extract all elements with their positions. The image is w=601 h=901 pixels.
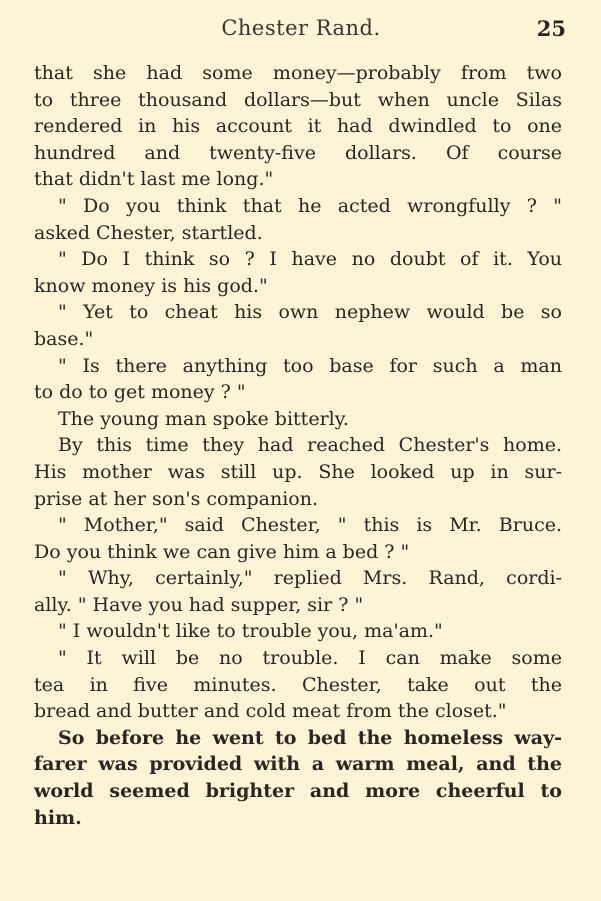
text-line: world seemed brighter and more cheerful to (34, 780, 562, 803)
text-line: him. (34, 806, 82, 829)
text-line: tea in five minutes. Chester, take out the (34, 673, 562, 696)
text-line: " Do I think so ? I have no doubt of it. You (58, 248, 562, 271)
text-line: that didn't last me long." (34, 168, 274, 191)
text-line: prise at her son's companion. (34, 487, 319, 510)
text-line: bread and butter and cold meat from the closet." (34, 700, 507, 723)
text-line: know money is his god." (34, 274, 268, 297)
text-line: His mother was still up. She looked up in sur- (34, 460, 562, 483)
text-line: farer was provided with a warm meal, and the (34, 753, 562, 776)
text-line: So before he went to bed the homeless way- (58, 726, 562, 749)
text-line: ally. " Have you had supper, sir ? " (34, 593, 364, 616)
text-line: hundred and twenty-five dollars. Of course (34, 141, 562, 164)
text-line: " Is there anything too base for such a man (58, 354, 562, 377)
running-title: Chester Rand. (221, 16, 381, 40)
text-line: " Do you think that he acted wrongfully ? " (58, 194, 562, 217)
text-line: that she had some money—probably from two (34, 62, 562, 84)
text-line: " Mother," said Chester, " this is Mr. Bruce. (58, 514, 562, 537)
text-line: rendered in his account it had dwindled to one (34, 115, 562, 138)
body-text (34, 60, 562, 831)
text-line: " I wouldn't like to trouble you, ma'am." (58, 620, 443, 643)
page-number: 25 (536, 16, 566, 41)
text-line: The young man spoke bitterly. (58, 407, 349, 430)
text-line: " It will be no trouble. I can make some (58, 647, 562, 670)
text-line: " Yet to cheat his own nephew would be so (58, 301, 562, 324)
text-line: By this time they had reached Chester's home. (58, 434, 562, 457)
text-line: to do to get money ? " (34, 381, 246, 404)
page-header (34, 14, 568, 48)
text-line: asked Chester, startled. (34, 221, 263, 244)
text-line: Do you think we can give him a bed ? " (34, 540, 410, 563)
text-line: base." (34, 327, 94, 350)
text-line: to three thousand dollars—but when uncle Silas (34, 88, 562, 111)
text-line: " Why, certainly," replied Mrs. Rand, cordi- (58, 567, 562, 590)
